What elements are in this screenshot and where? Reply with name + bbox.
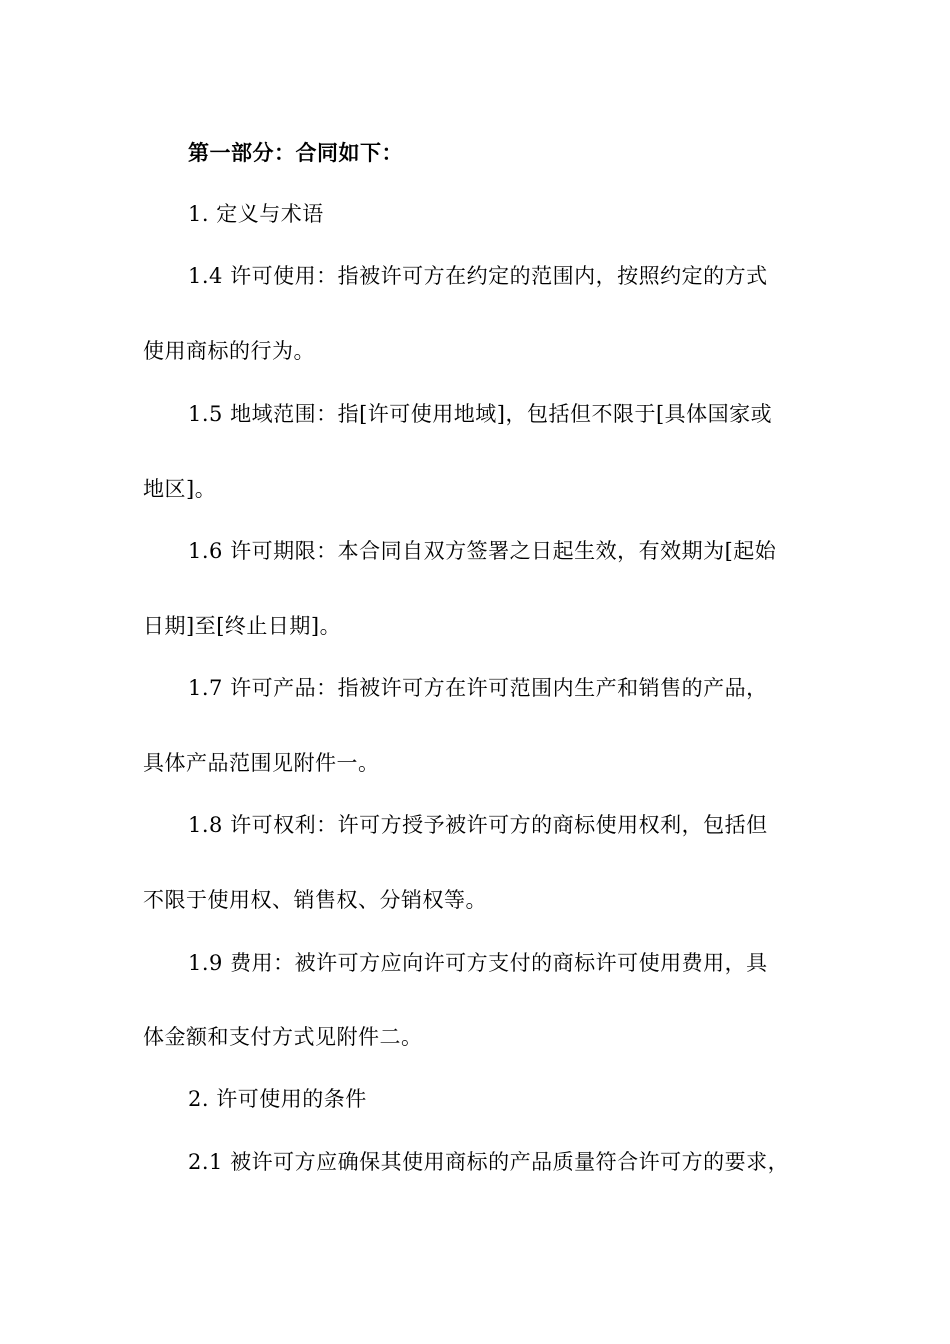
paragraph-line: 1.8 许可权利：许可方授予被许可方的商标使用权利，包括但 <box>188 813 768 837</box>
paragraph-line: 具体产品范围见附件一。 <box>143 751 380 775</box>
paragraph-line: 日期]至[终止日期]。 <box>143 614 342 638</box>
paragraph-line: 体金额和支付方式见附件二。 <box>143 1025 423 1049</box>
paragraph-line: 1.9 费用：被许可方应向许可方支付的商标许可使用费用，具 <box>188 951 768 975</box>
paragraph-line: 1.5 地域范围：指[许可使用地域]，包括但不限于[具体国家或 <box>188 402 773 426</box>
paragraph-line: 1.6 许可期限：本合同自双方签署之日起生效，有效期为[起始 <box>188 539 777 563</box>
paragraph-line: 1.4 许可使用：指被许可方在约定的范围内，按照约定的方式 <box>188 264 768 288</box>
paragraph-line: 使用商标的行为。 <box>143 339 315 363</box>
paragraph-line: 2. 许可使用的条件 <box>188 1087 367 1111</box>
paragraph-line: 2.1 被许可方应确保其使用商标的产品质量符合许可方的要求， <box>188 1150 790 1174</box>
paragraph-line: 1.7 许可产品：指被许可方在许可范围内生产和销售的产品， <box>188 676 768 700</box>
paragraph-line: 不限于使用权、销售权、分销权等。 <box>143 888 487 912</box>
section-heading: 第一部分：合同如下： <box>188 140 403 165</box>
paragraph-line: 地区]。 <box>143 477 217 501</box>
paragraph-line: 1. 定义与术语 <box>188 202 324 226</box>
